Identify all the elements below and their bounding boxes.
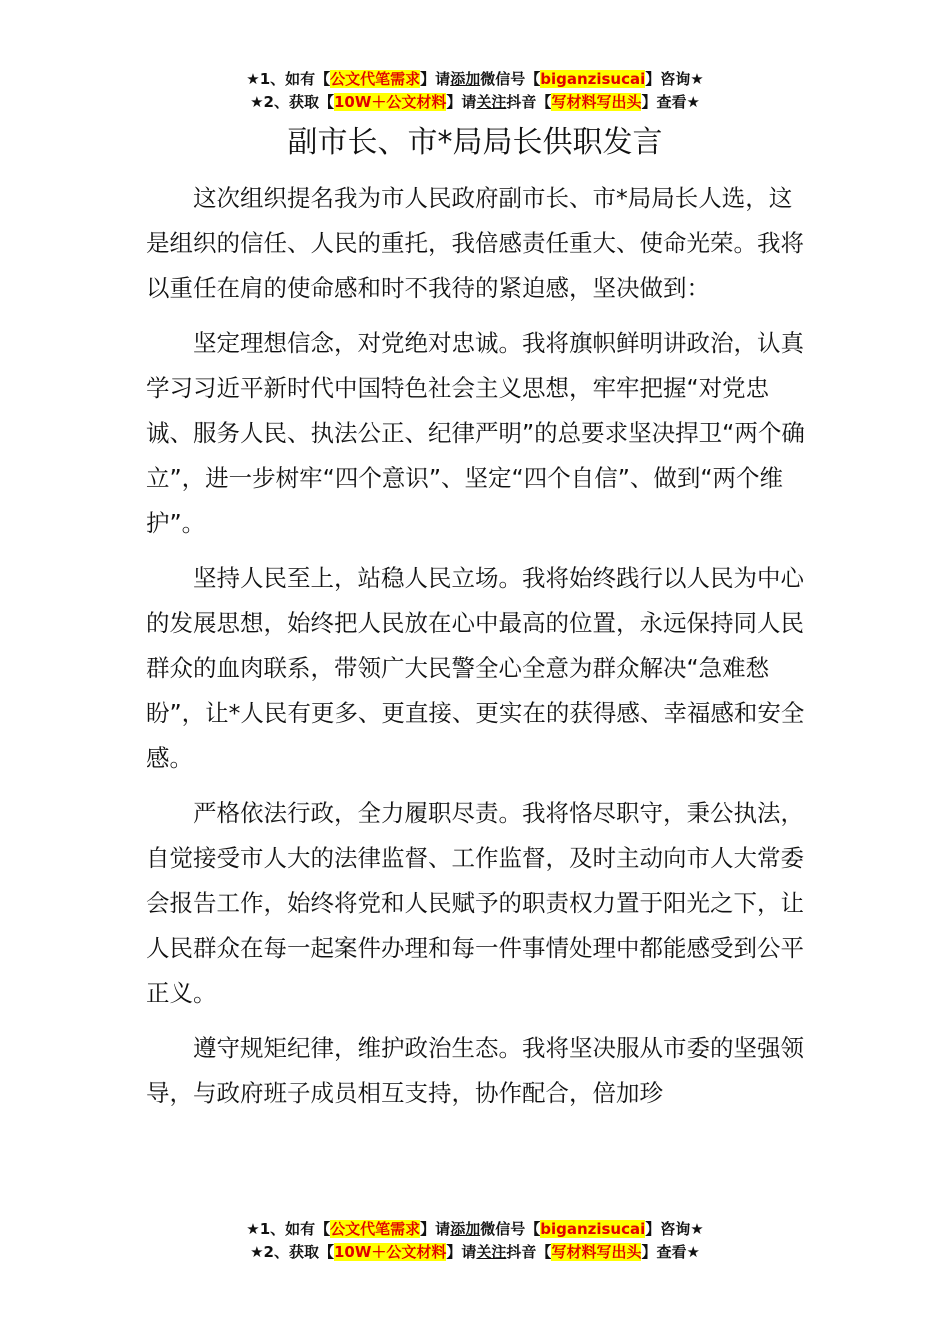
banner-line-1	[0, 1218, 950, 1241]
highlight-service: 公文代笔需求	[330, 1220, 421, 1238]
banner-underlined: 关注	[476, 1243, 507, 1261]
banner-text: 】请	[420, 70, 451, 88]
highlight-wechat-id: biganzisucai	[540, 1220, 646, 1238]
banner-text: ★2、获取【	[250, 93, 334, 111]
highlight-douyin: 写材料写出头	[551, 1243, 642, 1261]
highlight-douyin: 写材料写出头	[551, 93, 642, 111]
paragraph-5: 遵守规矩纪律，维护政治生态。我将坚决服从市委的坚强领导，与政府班子成员相互支持，协作配合，倍加珍	[146, 1034, 804, 1107]
banner-text: 微信号【	[480, 70, 541, 88]
highlight-service: 公文代笔需求	[330, 70, 421, 88]
banner-underlined: 添加	[450, 70, 481, 88]
banner-text: 】咨询★	[645, 1220, 704, 1238]
banner-text: ★1、如有【	[246, 1220, 331, 1238]
highlight-wechat-id: biganzisucai	[540, 70, 646, 88]
banner-text: 】查看★	[641, 1243, 700, 1261]
banner-text: 抖音【	[506, 93, 552, 111]
highlight-materials: 10W＋公文材料	[333, 93, 447, 111]
footer-banner	[0, 1218, 950, 1264]
banner-text: ★2、获取【	[250, 1243, 334, 1261]
banner-text: 】咨询★	[645, 70, 704, 88]
banner-line-2	[0, 91, 950, 114]
banner-underlined: 添加	[450, 1220, 481, 1238]
paragraph-1: 这次组织提名我为市人民政府副市长、市*局局长人选，这是组织的信任、人民的重托，我倍感责任重大、使命光荣。我将以重任在肩的使命感和时不我待的紧迫感，坚决做到：	[146, 184, 804, 302]
banner-text: ★1、如有【	[246, 70, 331, 88]
highlight-materials: 10W＋公文材料	[333, 1243, 447, 1261]
document-title: 副市长、市*局局长供职发言	[287, 125, 663, 160]
paragraph-3: 坚持人民至上，站稳人民立场。我将始终践行以人民为中心的发展思想，始终把人民放在心中最高的位置，永远保持同人民群众的血肉联系，带领广大民警全心全意为群众解决“急难愁盼”，让*人民有更多、更直接、更实在的获得感、幸福感和安全感。	[146, 564, 805, 772]
paragraph-4: 严格依法行政，全力履职尽责。我将恪尽职守，秉公执法，自觉接受市人大的法律监督、工作监督，及时主动向市人大常委会报告工作，始终将党和人民赋予的职责权力置于阳光之下，让人民群众在每一起案件办理和每一件事情处理中都能感受到公平正义。	[146, 799, 804, 1007]
banner-line-1	[0, 68, 950, 91]
banner-text: 抖音【	[506, 1243, 552, 1261]
paragraph-2: 坚定理想信念，对党绝对忠诚。我将旗帜鲜明讲政治，认真学习习近平新时代中国特色社会主义思想，牢牢把握“对党忠诚、服务人民、执法公正、纪律严明”的总要求坚决捍卫“两个确立”，进一步树牢“四个意识”、坚定“四个自信”、做到“两个维护”。	[146, 329, 805, 537]
banner-text: 微信号【	[480, 1220, 541, 1238]
header-banner	[0, 68, 950, 114]
document-body	[146, 176, 810, 1126]
banner-text: 】请	[446, 1243, 477, 1261]
banner-text: 】请	[446, 93, 477, 111]
banner-text: 】请	[420, 1220, 451, 1238]
banner-text: 】查看★	[641, 93, 700, 111]
banner-underlined: 关注	[476, 93, 507, 111]
banner-line-2	[0, 1241, 950, 1264]
